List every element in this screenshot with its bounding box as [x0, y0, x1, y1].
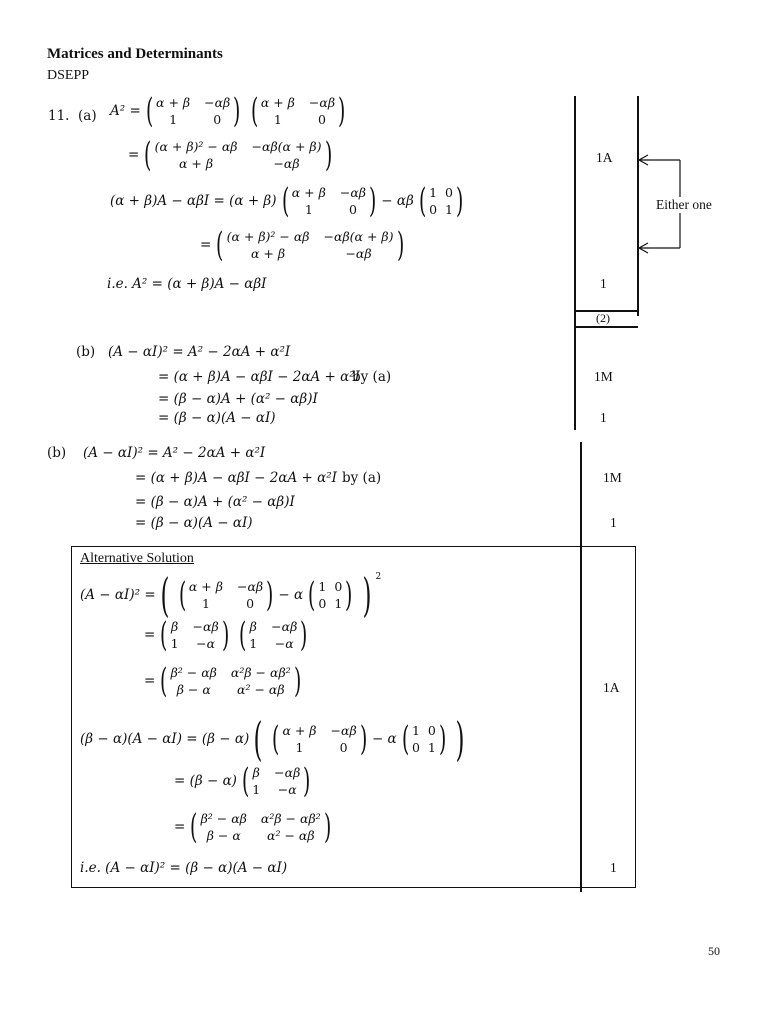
cell: α² − αβ — [267, 828, 315, 843]
cell: 0 — [411, 740, 420, 755]
alt-conclusion: i.e. (A − αI)² = (β − α)(A − αI) — [80, 860, 288, 876]
b1-line-3: = (β − α)A + (α² − αβ)I — [158, 391, 318, 407]
cell: α²β − αβ² — [230, 665, 291, 680]
minus-alpha-beta: − αβ — [381, 193, 414, 209]
cell: β — [170, 619, 179, 634]
a-line-4: = ( (α + β)² − αβ −αβ(α + β) α + β −αβ ) — [200, 228, 409, 262]
matrix-A-alt1: ( α + β −αβ 1 0 ) — [178, 575, 274, 615]
cell: 1 — [318, 579, 327, 594]
alt-minus-alpha-2: − α — [371, 731, 397, 747]
cell: β² − αβ — [200, 811, 247, 826]
b2-line-4: = (β − α)(A − αI) — [135, 515, 253, 531]
cell: α²β − αβ² — [260, 811, 321, 826]
cell: 0 — [318, 112, 326, 127]
b1-line-1: (A − αI)² = A² − 2αA + α²I — [108, 344, 291, 360]
cell: −αβ(α + β) — [323, 229, 394, 244]
marks-column-left-border — [574, 96, 576, 430]
alt-line-2: = ( β −αβ 1 −α ) ( β −αβ 1 −α ) — [144, 618, 313, 652]
cell: 0 — [318, 596, 327, 611]
q11-panel — [44, 92, 724, 430]
cell: α + β — [260, 95, 295, 110]
b2-by-a: by (a) — [342, 470, 382, 486]
cell: −αβ — [345, 246, 372, 261]
cell: 1 — [445, 202, 453, 217]
b2-line-2: = (α + β)A − αβI − 2αA + α²I — [135, 470, 337, 486]
cell: 1 — [334, 596, 343, 611]
cell: α² − αβ — [237, 682, 285, 697]
alt-line-6: = ( β² − αβ α²β − αβ² β − α α² − αβ ) — [174, 810, 336, 844]
alt-lhs2: (β − α)(A − αI) = (β − α) — [80, 731, 250, 747]
matrix-A-alt2: ( α + β −αβ 1 0 ) — [272, 719, 367, 759]
cell: 1 — [295, 740, 304, 755]
mark-1-b2: 1 — [610, 515, 617, 530]
alt-lhs1: (A − αI)² = — [80, 587, 156, 603]
mark-1A-alt: 1A — [603, 680, 620, 695]
cell: 1 — [252, 782, 261, 797]
cell: 1 — [304, 202, 313, 217]
part-a-label: (a) — [78, 108, 97, 124]
cell: 0 — [334, 579, 343, 594]
total-box-bottom — [574, 326, 638, 328]
cell: α + β — [282, 723, 317, 738]
squared-exponent: 2 — [375, 572, 382, 582]
mark-1-a: 1 — [600, 276, 607, 291]
cell: 0 — [445, 185, 453, 200]
cell: α + β — [291, 185, 326, 200]
alt-line-1: (A − αI)² = ( ( α + β −αβ 1 0 ) − α ( 1 0 0 1 ) ) $^2$ — [80, 568, 382, 622]
alternative-solution-title: Alternative Solution — [80, 551, 194, 566]
part-b-label-2: (b) — [47, 445, 67, 461]
cell: β — [252, 765, 260, 780]
cell: 0 — [339, 740, 348, 755]
a-line-2: = ( (α + β)² − αβ −αβ(α + β) α + β −αβ ) — [128, 138, 337, 172]
cell: 0 — [348, 202, 357, 217]
part-b-label-1: (b) — [76, 344, 96, 360]
mark-total: (2) — [596, 311, 610, 325]
cell: β² − αβ — [170, 665, 217, 680]
b2-line-3: = (β − α)A + (α² − αβ)I — [135, 494, 295, 510]
matrix-beta-3: ( β −αβ 1 −α ) — [241, 761, 311, 801]
page-title: Matrices and Determinants — [47, 46, 223, 62]
mark-1-b1: 1 — [600, 410, 607, 425]
mark-1M-b2: 1M — [603, 470, 622, 485]
cell: −αβ — [339, 185, 367, 200]
cell: −αβ — [204, 95, 231, 110]
mark-1M-b1: 1M — [594, 369, 613, 384]
question-number: 11. — [48, 108, 70, 124]
cell: −α — [274, 636, 294, 651]
cell: −αβ — [308, 95, 336, 110]
matrix-beta-2: ( β −αβ 1 −α ) — [238, 615, 308, 655]
cell: β − α — [206, 828, 241, 843]
cell: 0 — [429, 202, 438, 217]
cell: α + β — [179, 156, 214, 171]
cell: −αβ — [192, 619, 219, 634]
alt-line-5 — [174, 761, 316, 801]
identity-matrix-alt1: ( 1 0 0 1 ) — [308, 575, 353, 615]
cell: α + β — [251, 246, 286, 261]
cell: −α — [196, 636, 216, 651]
alt-lhs3: = (β − α) — [174, 773, 237, 789]
cell: −αβ — [236, 579, 264, 594]
cell: −αβ — [271, 619, 298, 634]
alt-minus-alpha-1: − α — [278, 587, 304, 603]
a-line3-lhs: (α + β)A − αβI = (α + β) — [110, 193, 277, 209]
b2-line-1: (A − αI)² = A² − 2αA + α²I — [83, 445, 266, 461]
cell: 1 — [273, 112, 282, 127]
mark-1-alt: 1 — [610, 860, 617, 875]
b1-line-2: = (α + β)A − αβI − 2αA + α²I — [158, 369, 360, 385]
cell: −αβ — [330, 723, 357, 738]
cell: 1 — [429, 185, 438, 200]
matrix-A-2: ( α + β −αβ 1 0 ) — [250, 91, 346, 131]
cell: β − α — [176, 682, 211, 697]
cell: β — [249, 619, 257, 634]
a-conclusion: i.e. A² = (α + β)A − αβI — [107, 276, 267, 292]
cell: (α + β)² − αβ — [226, 229, 310, 244]
cell: −α — [277, 782, 297, 797]
identity-matrix: ( 1 0 0 1 ) — [418, 181, 464, 221]
matrix-result-alt2: ( β² − αβ α²β − αβ² β − α α² − αβ ) — [190, 807, 331, 847]
cell: 0 — [427, 723, 436, 738]
alt-line-4: (β − α)(A − αI) = (β − α) ( ( α + β −αβ 1 0 ) − α ( 1 0 0 1 ) ) — [80, 712, 465, 766]
a-line-3 — [110, 181, 468, 221]
mark-1A-a: 1A — [596, 150, 613, 165]
matrix-A-3: ( α + β −αβ 1 0 ) — [281, 181, 377, 221]
matrix-A-squared: ( (α + β)² − αβ −αβ(α + β) α + β −αβ ) — [144, 135, 332, 175]
cell: 1 — [201, 596, 210, 611]
cell: α + β — [188, 579, 223, 594]
cell: 1 — [170, 636, 179, 651]
cell: 0 — [213, 112, 222, 127]
cell: −αβ — [273, 156, 300, 171]
cell: 1 — [427, 740, 436, 755]
matrix-result-alt1: ( β² − αβ α²β − αβ² β − α α² − αβ ) — [160, 661, 301, 701]
a-line-1 — [110, 91, 350, 131]
cell: α + β — [156, 95, 191, 110]
b1-by-a: by (a) — [352, 369, 392, 385]
identity-matrix-alt2: ( 1 0 0 1 ) — [401, 719, 447, 759]
either-one-note: Either one — [656, 197, 712, 212]
a-line1-lhs: A² = — [110, 103, 141, 119]
cell: −αβ — [274, 765, 301, 780]
matrix-beta-1: ( β −αβ 1 −α ) — [160, 615, 229, 655]
matrix-A-1: ( α + β −αβ 1 0 ) — [145, 91, 241, 131]
cell: (α + β)² − αβ — [154, 139, 238, 154]
alt-line-3: = ( β² − αβ α²β − αβ² β − α α² − αβ ) — [144, 664, 306, 698]
cell: 1 — [169, 112, 178, 127]
b1-line-4: = (β − α)(A − αI) — [158, 410, 276, 426]
cell: 1 — [249, 636, 258, 651]
cell: 0 — [246, 596, 255, 611]
page-subtitle: DSEPP — [47, 68, 90, 83]
cell: −αβ(α + β) — [251, 139, 322, 154]
matrix-result-a: ( (α + β)² − αβ −αβ(α + β) α + β −αβ ) — [216, 225, 404, 265]
cell: 1 — [411, 723, 420, 738]
page-number: 50 — [708, 944, 720, 958]
